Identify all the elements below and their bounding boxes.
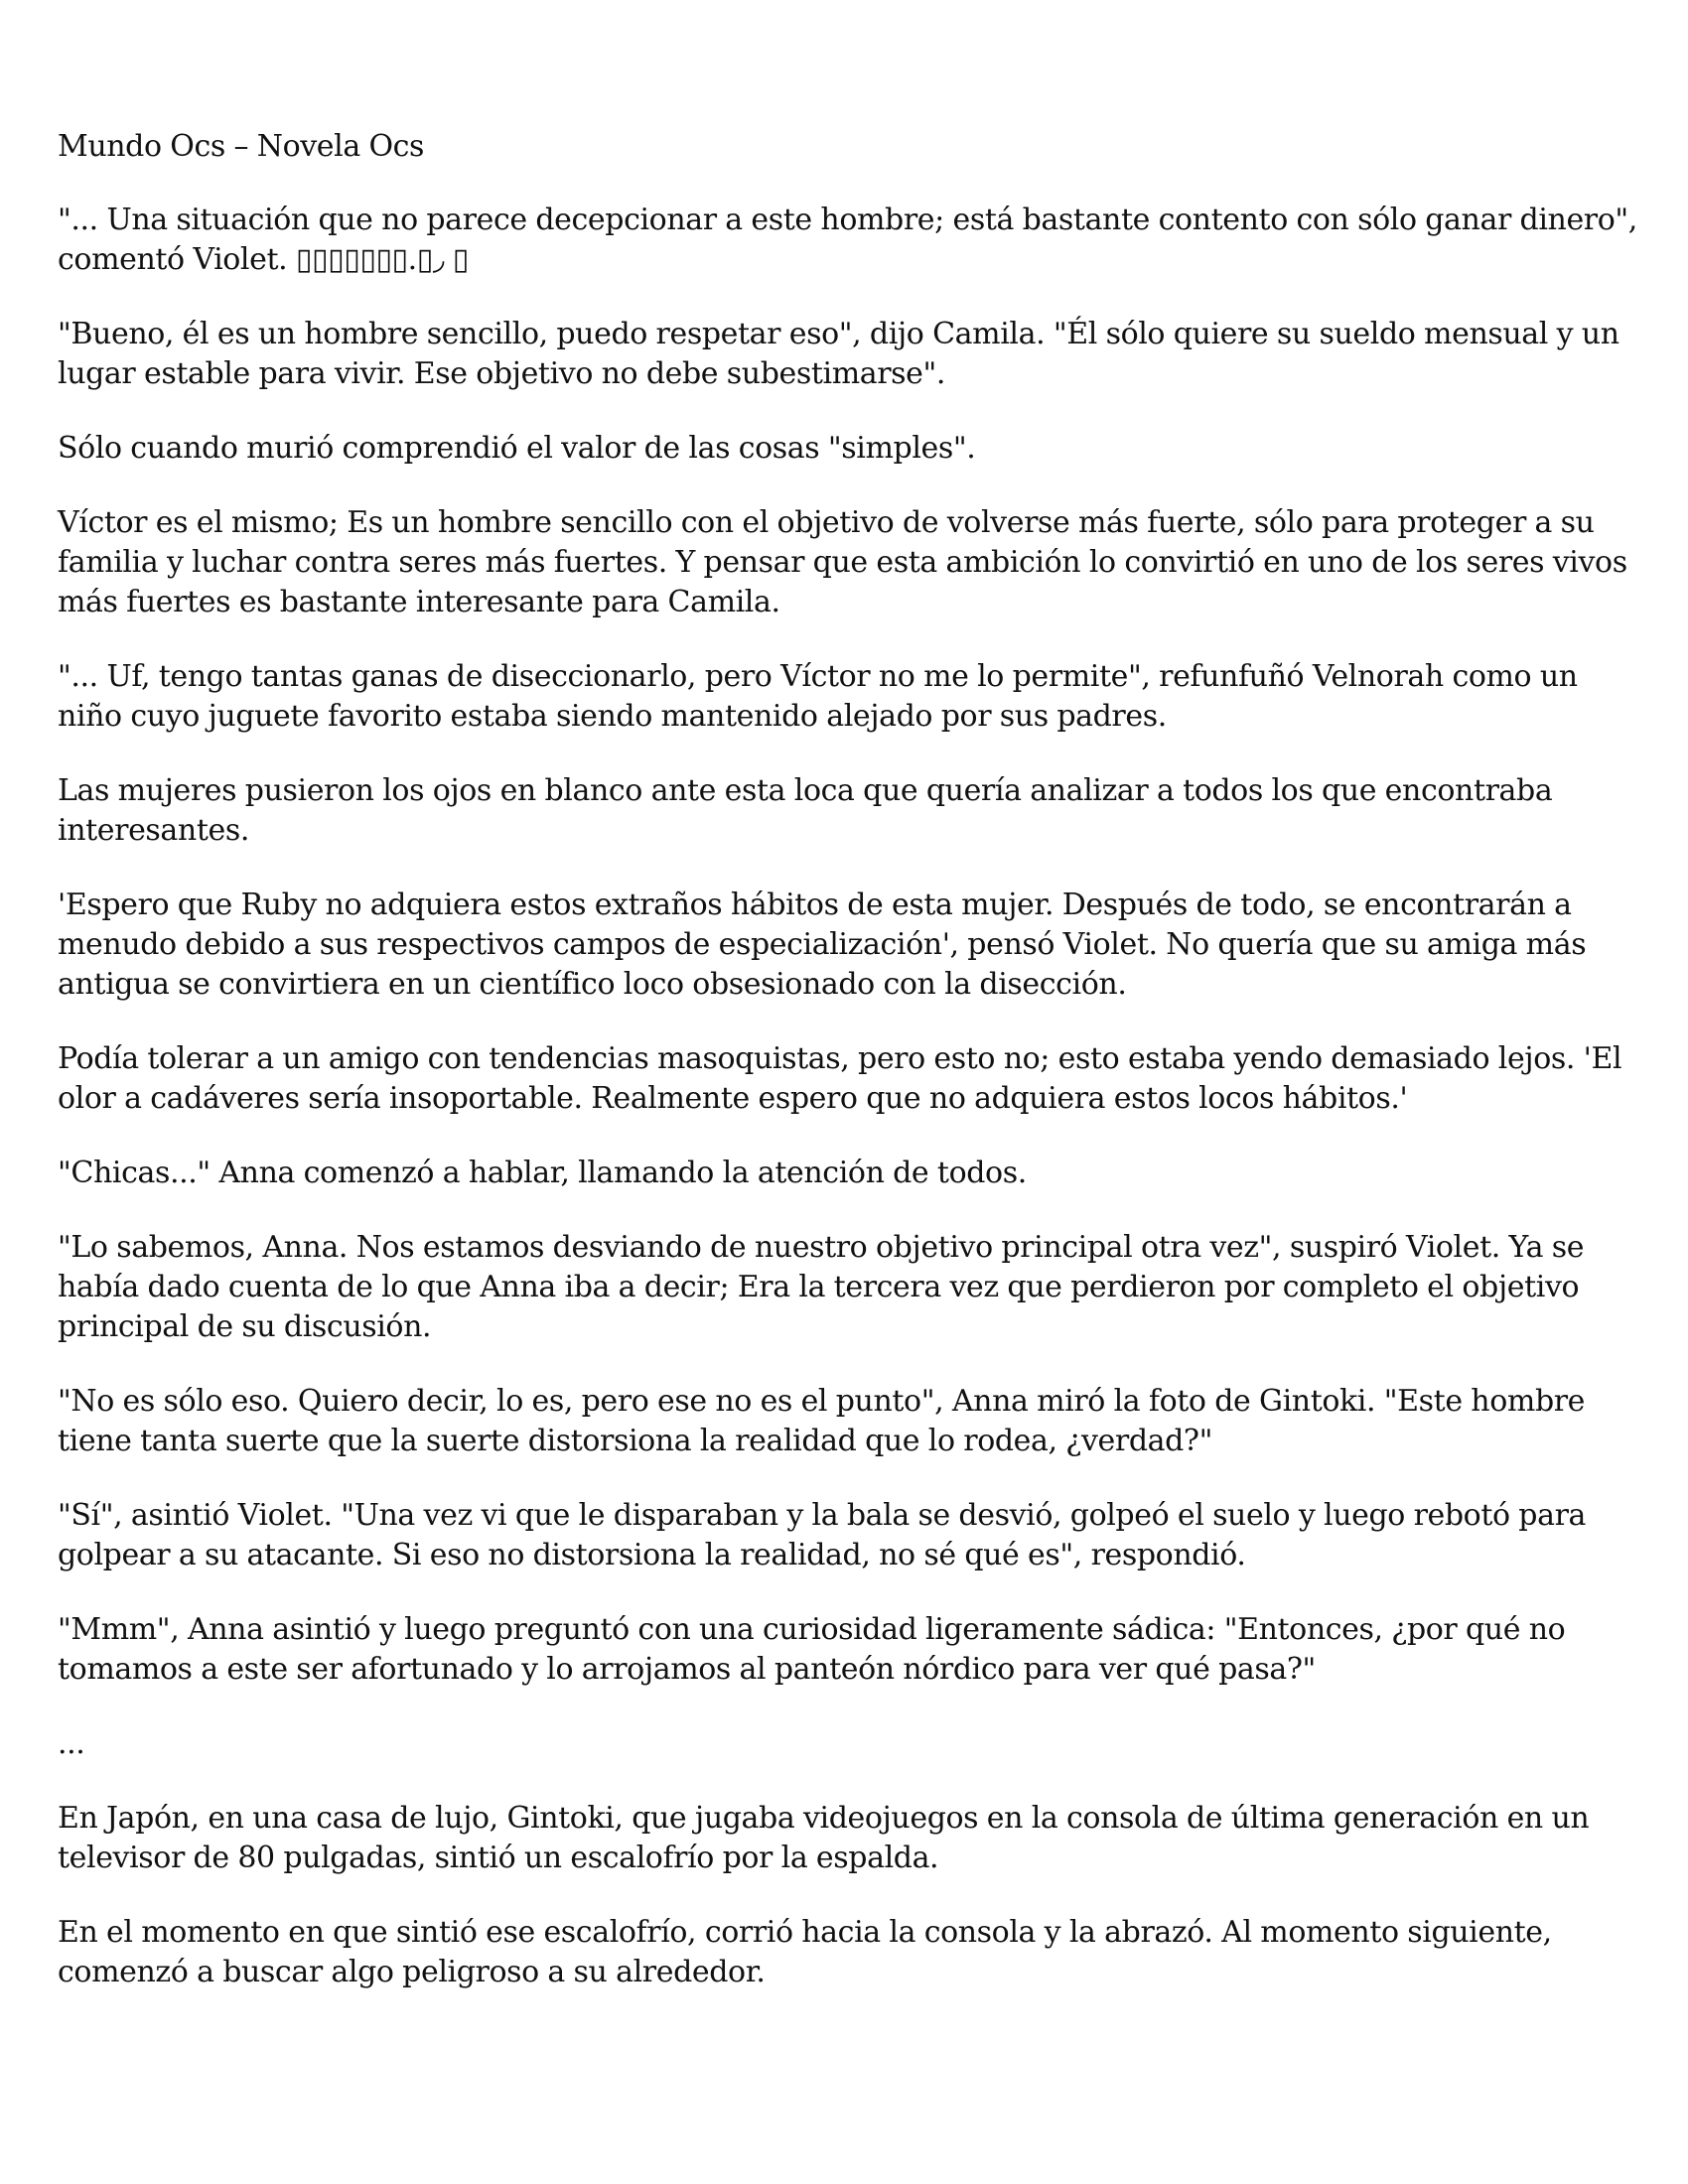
paragraph: Sólo cuando murió comprendió el valor de las cosas "simples". bbox=[58, 431, 976, 466]
paragraph: "... Uf, tengo tantas ganas de diseccionarlo, pero Víctor no me lo permite", refunfuñó Velnorah como un niño cuyo juguete favorito estaba siendo mantenido alejado por sus padres. bbox=[58, 659, 1578, 734]
paragraph: En Japón, en una casa de lujo, Gintoki, que jugaba videojuegos en la consola de última generación en un televisor de 80 pulgadas, sintió un escalofrío por la espalda. bbox=[58, 1801, 1590, 1875]
document-header: Mundo Ocs – Novela Ocs bbox=[58, 129, 425, 164]
paragraph: En el momento en que sintió ese escalofrío, corrió hacia la consola y la abrazó. Al momento siguiente, comenzó a buscar algo peligroso a su alrededor. bbox=[58, 1915, 1552, 1989]
paragraph: Víctor es el mismo; Es un hombre sencillo con el objetivo de volverse más fuerte, sólo para proteger a su familia y luchar contra seres más fuertes. Y pensar que esta ambición lo convirtió en uno de los seres vivos más fuertes es bastante interesante para Camila. bbox=[58, 505, 1627, 619]
paragraph: "Bueno, él es un hombre sencillo, puedo respetar eso", dijo Camila. "Él sólo quiere su sueldo mensual y un lugar estable para vivir. Ese objetivo no debe subestimarse". bbox=[58, 317, 1619, 391]
paragraph: "No es sólo eso. Quiero decir, lo es, pero ese no es el punto", Anna miró la foto de Gintoki. "Este hombre tiene tanta suerte que la suerte distorsiona la realidad que lo rodea, ¿verdad?" bbox=[58, 1384, 1586, 1458]
paragraph: "Chicas..." Anna comenzó a hablar, llamando la atención de todos. bbox=[58, 1156, 1027, 1190]
paragraph: "Lo sabemos, Anna. Nos estamos desviando de nuestro objetivo principal otra vez", suspiró Violet. Ya se había dado cuenta de lo que Anna iba a decir; Era la tercera vez que perdieron por completo el objetivo principal de su discusión. bbox=[58, 1230, 1585, 1344]
paragraph: Las mujeres pusieron los ojos en blanco ante esta loca que quería analizar a todos los que encontraba interesantes. bbox=[58, 773, 1553, 848]
paragraph: "... Una situación que no parece decepcionar a este hombre; está bastante contento con sólo ganar dinero", comentó Violet. ▯▯▯▯▯▯▯.▯◞ ▯ bbox=[58, 203, 1637, 277]
paragraph: 'Espero que Ruby no adquiera estos extraños hábitos de esta mujer. Después de todo, se encontrarán a menudo debido a sus respectivos campos de especialización', pensó Violet. No quería que su amiga más antigua se convirtiera en un científico loco obsesionado con la disección. bbox=[58, 887, 1587, 1002]
paragraph: ... bbox=[58, 1726, 85, 1761]
paragraph: "Sí", asintió Violet. "Una vez vi que le disparaban y la bala se desvió, golpeó el suelo y luego rebotó para golpear a su atacante. Si eso no distorsiona la realidad, no sé qué es", respondió. bbox=[58, 1498, 1587, 1572]
document-page bbox=[58, 127, 1638, 2027]
paragraph: "Mmm", Anna asintió y luego preguntó con una curiosidad ligeramente sádica: "Entonces, ¿por qué no tomamos a este ser afortunado y lo arrojamos al panteón nórdico para ver qué pasa?" bbox=[58, 1612, 1566, 1687]
paragraph: Podía tolerar a un amigo con tendencias masoquistas, pero esto no; esto estaba yendo demasiado lejos. 'El olor a cadáveres sería insoportable. Realmente espero que no adquiera estos locos hábitos.' bbox=[58, 1041, 1622, 1116]
